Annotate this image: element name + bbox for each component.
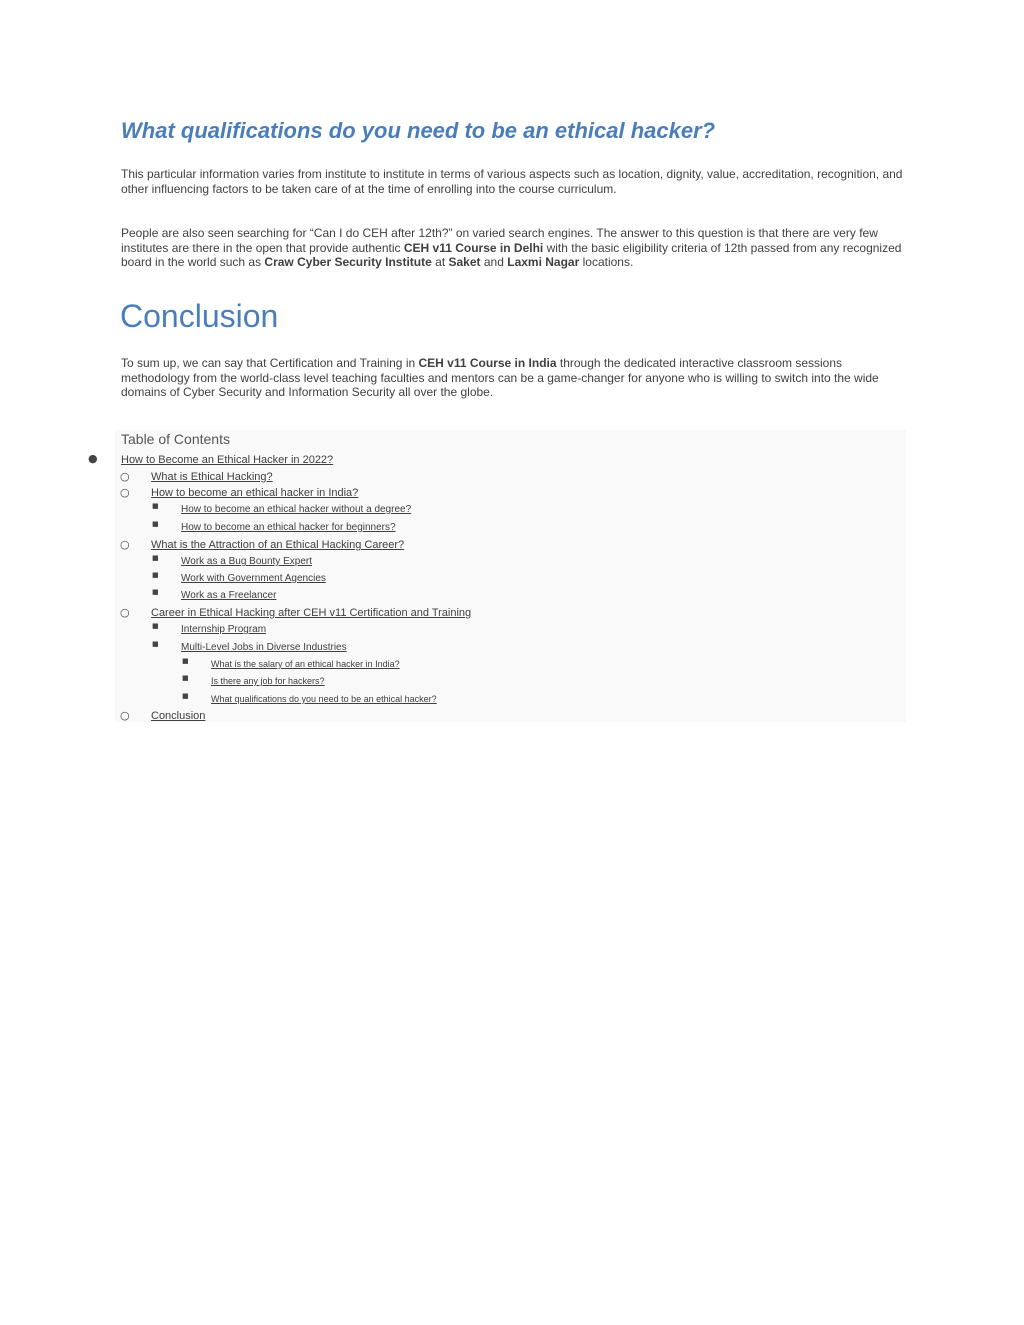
bullet-icon: ● bbox=[88, 452, 98, 465]
bullet-icon: ■ bbox=[152, 622, 159, 630]
text-span: and bbox=[480, 255, 508, 269]
toc-item bbox=[0, 471, 1024, 487]
bullet-icon: ■ bbox=[182, 692, 189, 700]
bold-ceh-india: CEH v11 Course in India bbox=[418, 356, 557, 370]
paragraph-ceh-after-12th bbox=[121, 226, 906, 270]
toc-item bbox=[0, 710, 1024, 726]
text-span: with the basic eligibility criteria of 12th passed from any recognized board in the world such as bbox=[121, 240, 902, 269]
toc-item bbox=[0, 522, 1024, 538]
bullet-icon: ■ bbox=[182, 657, 189, 665]
toc-item bbox=[0, 556, 1024, 572]
toc-link[interactable]: Is there any job for hackers? bbox=[211, 676, 325, 686]
conclusion-heading: Conclusion bbox=[120, 298, 279, 334]
bullet-icon: ○ bbox=[120, 538, 130, 551]
toc-item bbox=[0, 607, 1024, 623]
toc-link[interactable]: What is Ethical Hacking? bbox=[151, 471, 273, 483]
toc-item bbox=[0, 454, 1024, 470]
toc-link[interactable]: How to become an ethical hacker for beginners? bbox=[181, 522, 396, 533]
toc-link[interactable]: Work with Government Agencies bbox=[181, 573, 326, 584]
bullet-icon: ○ bbox=[120, 606, 130, 619]
toc-item bbox=[0, 624, 1024, 640]
toc-item bbox=[0, 573, 1024, 589]
toc-link[interactable]: How to become an ethical hacker in India? bbox=[151, 487, 359, 499]
toc-link[interactable]: Career in Ethical Hacking after CEH v11 Certification and Training bbox=[151, 607, 472, 619]
toc-link[interactable]: What is the salary of an ethical hacker in India? bbox=[211, 659, 400, 669]
paragraph-qualifications: This particular information varies from institute to institute in terms of various aspects such as location, dignity, value, accreditation, recognition, and other influencing factors to be taken care of at the time of enrolling into the course curriculum. bbox=[121, 167, 903, 196]
bullet-icon: ■ bbox=[182, 674, 189, 682]
bullet-icon: ○ bbox=[120, 470, 130, 483]
toc-link[interactable]: Internship Program bbox=[181, 624, 267, 635]
toc-item bbox=[0, 676, 1024, 692]
toc-item bbox=[0, 504, 1024, 520]
toc-link[interactable]: What is the Attraction of an Ethical Hacking Career? bbox=[151, 539, 405, 551]
bullet-icon: ■ bbox=[152, 571, 159, 579]
toc-item bbox=[0, 539, 1024, 555]
bold-laxmi-nagar: Laxmi Nagar bbox=[507, 255, 580, 269]
paragraph-conclusion bbox=[121, 356, 906, 400]
bold-craw-institute: Craw Cyber Security Institute bbox=[264, 255, 432, 269]
text-span: locations. bbox=[579, 255, 634, 269]
toc-item bbox=[0, 659, 1024, 675]
bullet-icon: ■ bbox=[152, 554, 159, 562]
bullet-icon: ■ bbox=[152, 588, 159, 596]
toc-link[interactable]: How to Become an Ethical Hacker in 2022? bbox=[121, 454, 334, 466]
toc-item bbox=[0, 487, 1024, 503]
toc-item bbox=[0, 642, 1024, 658]
toc-link[interactable]: How to become an ethical hacker without a degree? bbox=[181, 504, 412, 515]
toc-item bbox=[0, 590, 1024, 606]
text-span: To sum up, we can say that Certification and Training in bbox=[121, 356, 419, 370]
bullet-icon: ■ bbox=[152, 640, 159, 648]
bold-ceh-delhi: CEH v11 Course in Delhi bbox=[403, 240, 544, 255]
bold-saket: Saket bbox=[448, 255, 481, 269]
text-span: through the dedicated interactive classroom sessions methodology from the world-class level teaching faculties and mentors can be a game-changer for anyone who is willing to switch into the wide domains of Cyber Security and Information Security all over the globe. bbox=[121, 356, 879, 399]
toc-title: Table of Contents bbox=[121, 431, 230, 447]
text-span: at bbox=[431, 255, 449, 269]
section-heading-qualifications: What qualifications do you need to be an ethical hacker? bbox=[121, 118, 716, 143]
bullet-icon: ■ bbox=[152, 502, 159, 510]
text-span: People are also seen searching for “Can I do CEH after 12th?” on varied search engines. The answer to this question is that there are very few institutes are there in the open that provide authentic bbox=[121, 226, 878, 255]
toc-link[interactable]: Work as a Freelancer bbox=[181, 590, 277, 601]
toc-item bbox=[0, 694, 1024, 710]
toc-link[interactable]: What qualifications do you need to be an ethical hacker? bbox=[211, 694, 437, 704]
toc-link[interactable]: Conclusion bbox=[151, 710, 206, 722]
bullet-icon: ○ bbox=[120, 709, 130, 722]
toc-link[interactable]: Work as a Bug Bounty Expert bbox=[181, 556, 312, 567]
toc-link[interactable]: Multi-Level Jobs in Diverse Industries bbox=[181, 642, 347, 653]
bullet-icon: ■ bbox=[152, 520, 159, 528]
bullet-icon: ○ bbox=[120, 486, 130, 499]
